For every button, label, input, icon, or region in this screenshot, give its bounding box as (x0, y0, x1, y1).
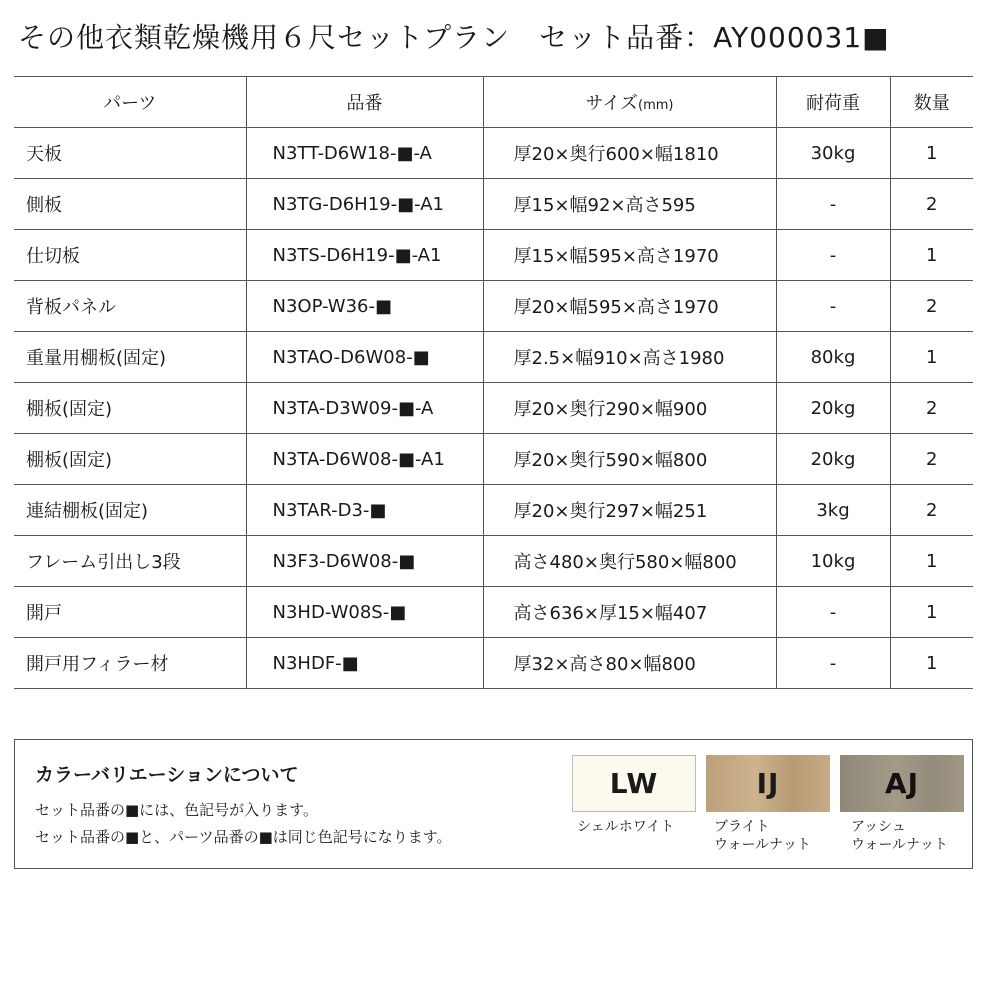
swatch-aj-label (851, 818, 948, 854)
part-code: N3TG-D6H19-■-A1 (246, 179, 483, 230)
part-name: 仕切板 (14, 230, 246, 281)
parts-table (14, 76, 973, 689)
part-load: 10kg (776, 536, 890, 587)
part-name: 天板 (14, 128, 246, 179)
part-load: 80kg (776, 332, 890, 383)
swatch-aj-name-2: ウォールナット (851, 837, 948, 853)
table-header-row (14, 77, 973, 128)
part-name: 棚板(固定) (14, 434, 246, 485)
part-code: N3TS-D6H19-■-A1 (246, 230, 483, 281)
header-code: 品番 (246, 77, 483, 128)
part-name: 棚板(固定) (14, 383, 246, 434)
part-code: N3TAO-D6W08-■ (246, 332, 483, 383)
swatch-lw: LW (572, 755, 696, 812)
part-size: 厚15×幅595×高さ1970 (483, 230, 776, 281)
part-qty: 1 (890, 128, 973, 179)
swatch-aj: AJ (840, 755, 964, 812)
swatch-ij-label (714, 818, 811, 854)
part-code: N3TT-D6W18-■-A (246, 128, 483, 179)
part-name: 開戸 (14, 587, 246, 638)
header-size (483, 77, 776, 128)
part-code: N3HD-W08S-■ (246, 587, 483, 638)
part-code: N3F3-D6W08-■ (246, 536, 483, 587)
part-name: 連結棚板(固定) (14, 485, 246, 536)
part-qty: 1 (890, 638, 973, 689)
part-size: 厚15×幅92×高さ595 (483, 179, 776, 230)
part-load: 3kg (776, 485, 890, 536)
part-size: 厚20×幅595×高さ1970 (483, 281, 776, 332)
part-qty: 1 (890, 230, 973, 281)
swatch-ij-name-2: ウォールナット (714, 837, 811, 853)
header-parts: パーツ (14, 77, 246, 128)
header-load: 耐荷重 (776, 77, 890, 128)
part-code: N3TA-D6W08-■-A1 (246, 434, 483, 485)
part-code: N3OP-W36-■ (246, 281, 483, 332)
page-title: その他衣類乾燥機用６尺セットプラン セット品番：AY000031■ (18, 21, 890, 54)
part-load: - (776, 179, 890, 230)
swatch-lw-name-1: シェルホワイト (577, 819, 675, 835)
part-code: N3TA-D3W09-■-A (246, 383, 483, 434)
part-load: - (776, 638, 890, 689)
swatch-ij: IJ (706, 755, 830, 812)
table-row (14, 383, 973, 434)
part-size: 厚20×奥行590×幅800 (483, 434, 776, 485)
part-name: フレーム引出し3段 (14, 536, 246, 587)
part-qty: 1 (890, 587, 973, 638)
part-size: 高さ636×厚15×幅407 (483, 587, 776, 638)
part-load: 30kg (776, 128, 890, 179)
part-qty: 2 (890, 281, 973, 332)
table-row (14, 332, 973, 383)
part-qty: 2 (890, 179, 973, 230)
header-qty: 数量 (890, 77, 973, 128)
swatch-aj-name-1: アッシュ (851, 819, 906, 835)
header-size-label: サイズ (585, 93, 639, 114)
part-load: 20kg (776, 383, 890, 434)
table-row (14, 587, 973, 638)
part-code: N3HDF-■ (246, 638, 483, 689)
part-code: N3TAR-D3-■ (246, 485, 483, 536)
part-size: 厚20×奥行297×幅251 (483, 485, 776, 536)
table-row (14, 536, 973, 587)
part-qty: 2 (890, 434, 973, 485)
part-load: 20kg (776, 434, 890, 485)
part-name: 開戸用フィラー材 (14, 638, 246, 689)
color-note-1: セット品番の■には、色記号が入ります。 (35, 801, 318, 819)
part-size: 厚20×奥行290×幅900 (483, 383, 776, 434)
part-size: 厚20×奥行600×幅1810 (483, 128, 776, 179)
table-row (14, 434, 973, 485)
part-name: 重量用棚板(固定) (14, 332, 246, 383)
part-name: 側板 (14, 179, 246, 230)
part-qty: 2 (890, 383, 973, 434)
table-row (14, 485, 973, 536)
part-qty: 1 (890, 332, 973, 383)
table-row (14, 128, 973, 179)
part-name: 背板パネル (14, 281, 246, 332)
swatch-lw-label (577, 818, 674, 836)
part-load: - (776, 281, 890, 332)
table-row (14, 179, 973, 230)
part-qty: 2 (890, 485, 973, 536)
color-variation-heading: カラーバリエーションについて (35, 764, 299, 786)
color-note-2: セット品番の■と、パーツ品番の■は同じ色記号になります。 (35, 828, 452, 846)
part-qty: 1 (890, 536, 973, 587)
header-size-unit: (mm) (638, 98, 674, 113)
part-size: 厚2.5×幅910×高さ1980 (483, 332, 776, 383)
color-variation-box (14, 739, 973, 869)
table-row (14, 638, 973, 689)
part-load: - (776, 230, 890, 281)
part-load: - (776, 587, 890, 638)
table-row (14, 281, 973, 332)
part-size: 高さ480×奥行580×幅800 (483, 536, 776, 587)
table-row (14, 230, 973, 281)
part-size: 厚32×高さ80×幅800 (483, 638, 776, 689)
swatch-ij-name-1: ブライト (714, 819, 770, 835)
